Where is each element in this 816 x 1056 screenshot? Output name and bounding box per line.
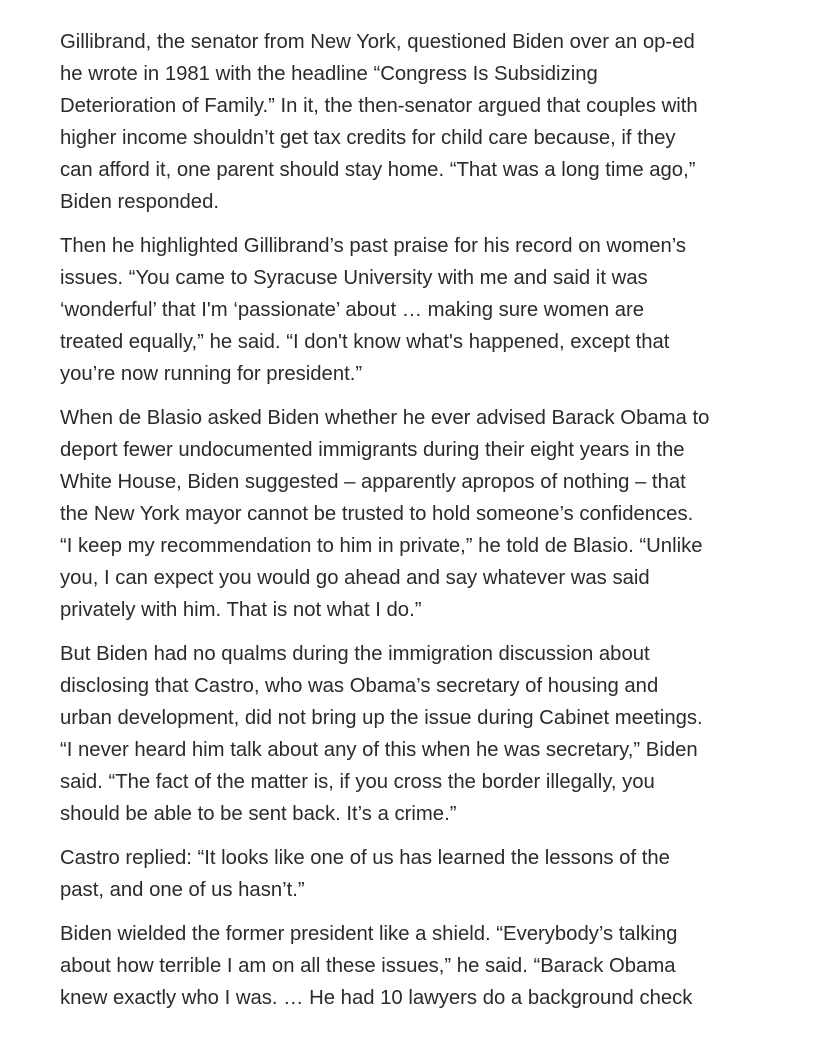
article-body	[60, 26, 770, 1026]
paragraph-womens-issues: Then he highlighted Gillibrand’s past praise for his record on women’s issues. “You came to Syracuse University with me and said it was ‘wonderful’ that I'm ‘passionate’ about … making sure women are treated equally,” he said. “I don't know what's happened, except that you’re now running for president.”	[60, 235, 687, 385]
paragraph-de-blasio-deportation: When de Blasio asked Biden whether he ever advised Barack Obama to deport fewer undocumented immigrants during their eight years in the White House, Biden suggested – apparently apropos of nothing – that the New York mayor cannot be trusted to hold someone’s confidences. “I keep my recommendation to him in private,” he told de Blasio. “Unlike you, I can expect you would go ahead and say whatever was said privately with him. That is not what I do.”	[60, 407, 710, 621]
paragraph-gillibrand-op-ed: Gillibrand, the senator from New York, questioned Biden over an op-ed he wrote in 1981 with the headline “Congress Is Subsidizing Deterioration of Family.” In it, the then-senator argued that couples with higher income shouldn’t get tax credits for child care because, if they can afford it, one parent should stay home. “That was a long time ago,” Biden responded.	[60, 31, 698, 213]
paragraph-castro-reply: Castro replied: “It looks like one of us has learned the lessons of the past, and one of us hasn’t.”	[60, 847, 670, 901]
paragraph-castro-cabinet: But Biden had no qualms during the immigration discussion about disclosing that Castro, who was Obama’s secretary of housing and urban development, did not bring up the issue during Cabinet meetings. “I never heard him talk about any of this when he was secretary,” Biden said. “The fact of the matter is, if you cross the border illegally, you should be able to be sent back. It’s a crime.”	[60, 643, 703, 825]
paragraph-obama-shield: Biden wielded the former president like a shield. “Everybody’s talking about how terrible I am on all these issues,” he said. “Barack Obama knew exactly who I was. … He had 10 lawyers do a background check	[60, 923, 693, 1009]
